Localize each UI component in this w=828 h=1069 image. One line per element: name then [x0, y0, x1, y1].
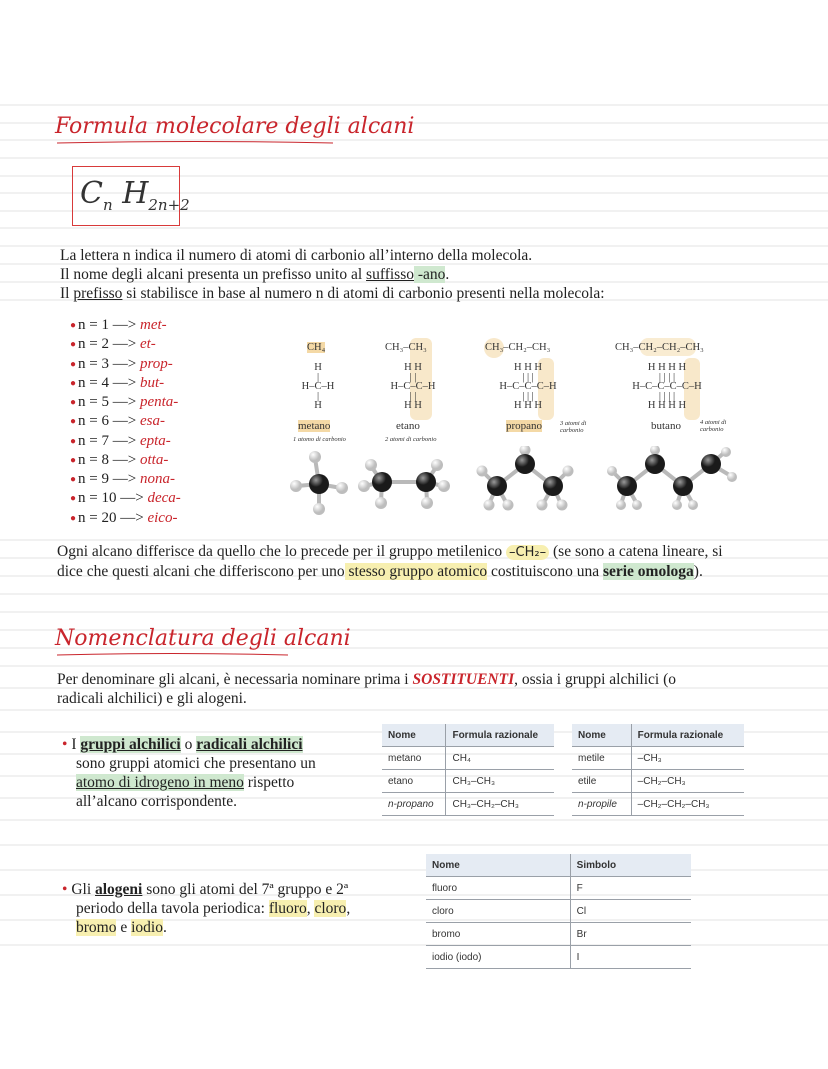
metano-note: 1 atomo di carbonio: [293, 436, 346, 443]
section-title-formula: Formula molecolare degli alcani: [55, 114, 415, 139]
intro-line-2: radicali alchilici) e gli alogeni.: [57, 690, 247, 707]
butano-note: 4 atomi di carbonio: [700, 419, 727, 433]
butano-structural: H H H H | | | | H–C–C–C–C–H | | | | H H H H: [632, 362, 702, 411]
list-item: ● n = 1 —> met-: [70, 317, 167, 334]
alkyl-groups-table: Nome Formula razionale metile –CH₃ etile –CH₂–CH₃ n-propile –CH₂–CH₂–CH₃: [572, 724, 744, 816]
list-item: ● n = 4 —> but-: [70, 374, 165, 391]
intro-line-1: Per denominare gli alcani, è necessaria nominare prima i SOSTITUENTI, ossia i gruppi alchilici (o: [57, 671, 676, 688]
table-row: etano CH₃–CH₃: [382, 770, 554, 793]
bullet1-line-4: all’alcano corrispondente.: [76, 793, 237, 810]
bullet2-line-3: bromo e iodio.: [76, 919, 167, 936]
list-item: ● n = 6 —> esa-: [70, 413, 165, 430]
paragraph-line-1: La lettera n indica il numero di atomi di carbonio all’interno della molecola.: [60, 247, 533, 264]
list-item: ● n = 8 —> otta-: [70, 451, 169, 468]
bullet1-line-1: • I gruppi alchilici o radicali alchilici: [62, 736, 303, 753]
ball-stick-models: [285, 446, 755, 526]
paragraph-line-3: Il prefisso si stabilisce in base al numero n di atomi di carbonio presenti nella molecola:: [60, 285, 605, 302]
table-row: n-propano CH₃–CH₂–CH₃: [382, 793, 554, 816]
alkanes-table: Nome Formula razionale metano CH₄ etano CH₃–CH₃ n-propano CH₃–CH₂–CH₃: [382, 724, 554, 816]
prefix-list: [70, 316, 181, 528]
alkyl-groups-bullet: [62, 735, 362, 811]
table-row: fluoro F: [426, 877, 691, 900]
table-row: metano CH₄: [382, 747, 554, 770]
bullet2-line-2: periodo della tavola periodica: fluoro, cloro,: [76, 900, 351, 917]
heading-underline: [55, 140, 335, 146]
section-title-nomenclature: Nomenclatura degli alcani: [55, 626, 351, 651]
paragraph-line-2: Il nome degli alcani presenta un prefisso unito al suffisso -ano.: [60, 266, 450, 283]
metano-structural: H | H–C–H | H: [301, 362, 335, 411]
list-item: ● n = 20 —> eico-: [70, 509, 178, 526]
table-row: n-propile –CH₂–CH₂–CH₃: [572, 793, 744, 816]
halogens-bullet: [62, 880, 392, 937]
list-item: ● n = 10 —> deca-: [70, 490, 181, 507]
etano-label: etano: [396, 420, 420, 432]
homologous-series-paragraph: [57, 542, 797, 581]
propano-label: propano: [506, 420, 543, 432]
halogens-table: Nome Simbolo fluoro F cloro Cl bromo Br iodio (iodo) I: [426, 854, 691, 969]
etano-structural: H H | | H–C–C–H | | H H: [390, 362, 436, 411]
list-item: ● n = 5 —> penta-: [70, 394, 179, 411]
propano-structural: H H H | | | H–C–C–C–H | | | H H H: [499, 362, 557, 411]
closing-line-1: Ogni alcano differisce da quello che lo precede per il gruppo metilenico –CH₂– (se sono a catena lineare, si: [57, 543, 723, 560]
propano-note: 3 atomi di carbonio: [560, 420, 587, 434]
butano-label: butano: [651, 420, 681, 432]
list-item: ● n = 7 —> epta-: [70, 432, 171, 449]
bullet2-line-1: • Gli alogeni sono gli atomi del 7ª gruppo e 2ª: [62, 881, 349, 898]
closing-line-2: dice che questi alcani che differiscono per uno stesso gruppo atomico costituiscono una serie omologa).: [57, 563, 703, 580]
propano-condensed: CH₃–CH₂–CH₃: [485, 342, 551, 353]
table-row: iodio (iodo) I: [426, 946, 691, 969]
list-item: ● n = 9 —> nona-: [70, 471, 175, 488]
general-formula: $C_n$ $H_{2n+2}$: [80, 176, 190, 214]
metano-condensed: CH₄: [307, 342, 326, 353]
list-item: ● n = 2 —> et-: [70, 336, 156, 353]
metano-label: metano: [298, 420, 331, 432]
list-item: ● n = 3 —> prop-: [70, 355, 173, 372]
table-row: etile –CH₂–CH₃: [572, 770, 744, 793]
table-row: metile –CH₃: [572, 747, 744, 770]
intro-paragraph: [60, 246, 780, 303]
nomenclature-intro: [57, 670, 777, 708]
bullet1-line-2: sono gruppi atomici che presentano un: [76, 755, 316, 772]
etano-note: 2 atomi di carbonio: [385, 436, 437, 443]
etano-condensed: CH₃–CH₃: [385, 342, 427, 353]
table-row: bromo Br: [426, 923, 691, 946]
butano-condensed: CH₃–CH₂–CH₂–CH₃: [615, 342, 704, 353]
heading-underline: [55, 652, 290, 658]
table-row: cloro Cl: [426, 900, 691, 923]
bullet1-line-3: atomo di idrogeno in meno rispetto: [76, 774, 295, 791]
